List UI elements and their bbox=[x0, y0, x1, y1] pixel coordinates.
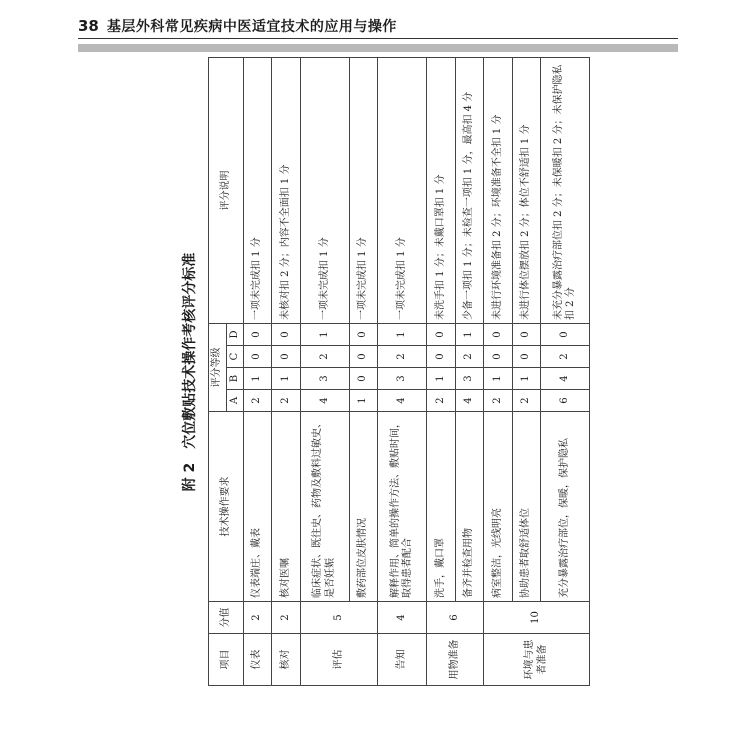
cell-grade-b: 3 bbox=[378, 368, 427, 390]
cell-grade-b: 3 bbox=[300, 368, 349, 390]
cell-note: 未洗手扣 1 分；未戴口罩扣 1 分 bbox=[427, 58, 455, 324]
cell-note: 少备一项扣 1 分；未检查一项扣 1 分，最高扣 4 分 bbox=[455, 58, 483, 324]
col-header-item: 项目 bbox=[209, 634, 244, 686]
cell-grade-c: 2 bbox=[455, 346, 483, 368]
cell-item: 环境与患者准备 bbox=[484, 634, 590, 686]
cell-grade-a: 2 bbox=[427, 390, 455, 412]
cell-requirement: 协助患者取舒适体位 bbox=[512, 412, 540, 602]
running-title: 基层外科常见疾病中医适宜技术的应用与操作 bbox=[106, 19, 397, 35]
table-row bbox=[378, 58, 427, 686]
cell-grade-a: 2 bbox=[512, 390, 540, 412]
cell-requirement: 核对医嘱 bbox=[272, 412, 300, 602]
cell-item: 用物准备 bbox=[427, 634, 484, 686]
grade-header-b: B bbox=[226, 368, 244, 390]
cell-grade-c: 0 bbox=[427, 346, 455, 368]
table-row bbox=[300, 58, 349, 686]
col-header-grade-group: 评分等级 bbox=[209, 324, 227, 412]
col-header-requirement: 技术操作要求 bbox=[209, 412, 244, 602]
cell-grade-a: 2 bbox=[484, 390, 512, 412]
page-number: 38 bbox=[78, 17, 99, 35]
cell-requirement: 临床症状、既往史、药物及敷料过敏史、是否妊娠 bbox=[300, 412, 349, 602]
header-row bbox=[209, 58, 227, 686]
table-row bbox=[541, 58, 590, 686]
cell-requirement: 解释作用、简单的操作方法、敷贴时间，取得患者配合 bbox=[378, 412, 427, 602]
cell-note: 一项未完成扣 1 分 bbox=[244, 58, 272, 324]
cell-grade-d: 0 bbox=[484, 324, 512, 346]
cell-grade-d: 1 bbox=[378, 324, 427, 346]
cell-grade-b: 1 bbox=[244, 368, 272, 390]
cell-score: 2 bbox=[244, 602, 272, 634]
cell-grade-b: 1 bbox=[427, 368, 455, 390]
cell-grade-c: 2 bbox=[378, 346, 427, 368]
document-title: 附 2 穴位敷贴技术操作考核评分标准 bbox=[182, 252, 198, 492]
cell-item: 告知 bbox=[378, 634, 427, 686]
cell-grade-d: 0 bbox=[512, 324, 540, 346]
cell-grade-c: 0 bbox=[272, 346, 300, 368]
scoring-table bbox=[208, 57, 590, 686]
page-header bbox=[78, 14, 678, 39]
cell-requirement: 仪表端庄、戴表 bbox=[244, 412, 272, 602]
cell-grade-d: 0 bbox=[427, 324, 455, 346]
rotated-page-content bbox=[176, 58, 592, 686]
table-row bbox=[427, 58, 455, 686]
cell-grade-c: 0 bbox=[244, 346, 272, 368]
cell-note: 一项未完成扣 1 分 bbox=[378, 58, 427, 324]
cell-note: 未充分暴露治疗部位扣 2 分；未保暖扣 2 分；未保护隐私扣 2 分 bbox=[541, 58, 590, 324]
cell-grade-d: 0 bbox=[349, 324, 377, 346]
cell-score: 5 bbox=[300, 602, 377, 634]
cell-requirement: 敷药部位皮肤情况 bbox=[349, 412, 377, 602]
table-row bbox=[455, 58, 483, 686]
cell-grade-c: 0 bbox=[484, 346, 512, 368]
cell-note: 一项未完成扣 1 分 bbox=[300, 58, 349, 324]
cell-requirement: 充分暴露治疗部位，保暖，保护隐私 bbox=[541, 412, 590, 602]
header-shade-bar bbox=[78, 44, 678, 52]
grade-header-c: C bbox=[226, 346, 244, 368]
table-row bbox=[484, 58, 512, 686]
cell-grade-b: 1 bbox=[484, 368, 512, 390]
cell-grade-d: 0 bbox=[244, 324, 272, 346]
cell-grade-a: 4 bbox=[300, 390, 349, 412]
cell-grade-a: 6 bbox=[541, 390, 590, 412]
cell-score: 10 bbox=[484, 602, 590, 634]
grade-header-d: D bbox=[226, 324, 244, 346]
cell-grade-b: 4 bbox=[541, 368, 590, 390]
cell-grade-a: 2 bbox=[272, 390, 300, 412]
cell-requirement: 洗手，戴口罩 bbox=[427, 412, 455, 602]
cell-grade-c: 0 bbox=[512, 346, 540, 368]
table-row bbox=[349, 58, 377, 686]
cell-grade-b: 1 bbox=[512, 368, 540, 390]
cell-grade-b: 0 bbox=[349, 368, 377, 390]
cell-grade-d: 1 bbox=[300, 324, 349, 346]
cell-grade-a: 1 bbox=[349, 390, 377, 412]
cell-grade-a: 4 bbox=[455, 390, 483, 412]
table-row bbox=[512, 58, 540, 686]
cell-grade-a: 4 bbox=[378, 390, 427, 412]
cell-score: 2 bbox=[272, 602, 300, 634]
cell-grade-c: 2 bbox=[541, 346, 590, 368]
cell-note: 未进行体位摆放扣 2 分；体位不舒适扣 1 分 bbox=[512, 58, 540, 324]
cell-grade-a: 2 bbox=[244, 390, 272, 412]
cell-grade-d: 1 bbox=[455, 324, 483, 346]
grade-header-a: A bbox=[226, 390, 244, 412]
cell-requirement: 病室整洁，光线明亮 bbox=[484, 412, 512, 602]
col-header-score: 分值 bbox=[209, 602, 244, 634]
cell-grade-d: 0 bbox=[541, 324, 590, 346]
cell-note: 一项未完成扣 1 分 bbox=[349, 58, 377, 324]
cell-requirement: 备齐并检查用物 bbox=[455, 412, 483, 602]
col-header-note: 评分说明 bbox=[209, 58, 244, 324]
cell-note: 未进行环境准备扣 2 分；环境准备不全扣 1 分 bbox=[484, 58, 512, 324]
cell-item: 评估 bbox=[300, 634, 377, 686]
cell-grade-d: 0 bbox=[272, 324, 300, 346]
cell-item: 核对 bbox=[272, 634, 300, 686]
table-row bbox=[272, 58, 300, 686]
cell-grade-b: 1 bbox=[272, 368, 300, 390]
table-row bbox=[244, 58, 272, 686]
cell-grade-c: 0 bbox=[349, 346, 377, 368]
cell-score: 4 bbox=[378, 602, 427, 634]
cell-grade-c: 2 bbox=[300, 346, 349, 368]
cell-grade-b: 3 bbox=[455, 368, 483, 390]
cell-score: 6 bbox=[427, 602, 484, 634]
cell-note: 未核对扣 2 分；内容不全面扣 1 分 bbox=[272, 58, 300, 324]
cell-item: 仪表 bbox=[244, 634, 272, 686]
